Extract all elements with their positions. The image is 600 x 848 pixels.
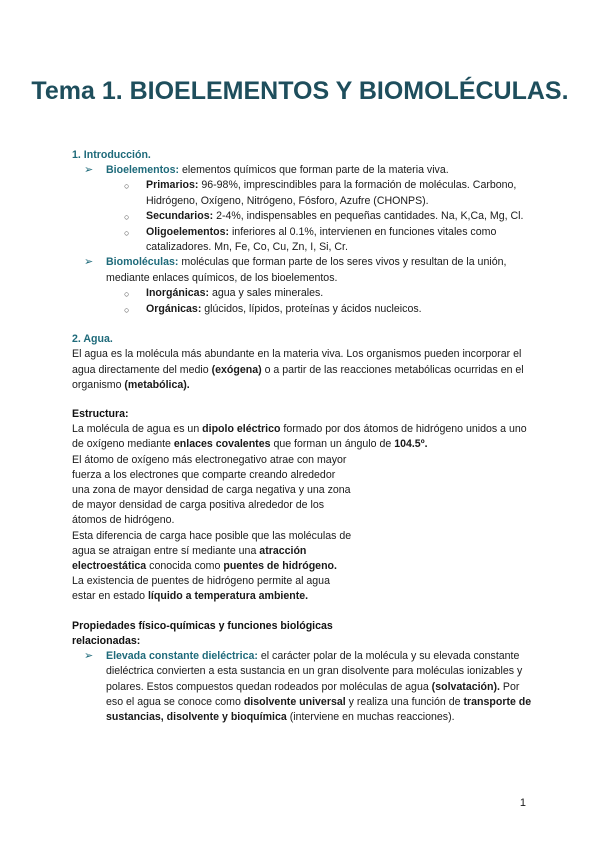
sublist-item-organicas: ○ Orgánicas: glúcidos, lípidos, proteínas y ácidos nucleicos. <box>72 302 532 318</box>
text-line: El átomo de oxígeno más electronegativo atrae con mayor <box>72 453 347 466</box>
term-bioelementos: Bioelementos: <box>106 164 179 177</box>
text-line: fuerza a los electrones que comparte creando alrededor <box>72 468 336 481</box>
term-biomoleculas: Biomoléculas: <box>106 256 179 269</box>
sublist-item-secundarios: ○ Secundarios: 2-4%, indispensables en pequeñas cantidades. Na, K,Ca, Mg, Cl. <box>72 209 532 225</box>
text-line: una zona de mayor densidad de carga negativa y una zona <box>72 484 351 497</box>
sublist-item-oligoelementos: ○ Oligoelementos: inferiores al 0.1%, intervienen en funciones vitales como catalizadores. Mn, Fe, Co, Cu, Zn, I, Si, Cr. <box>72 225 532 255</box>
circle-bullet-icon: ○ <box>124 305 130 316</box>
arrow-bullet-icon: ➢ <box>84 650 94 663</box>
list-item-constante-dielectrica: ➢ Elevada constante dieléctrica: el carácter polar de la molécula y su elevada constante dieléctrica convierten a esta sustancia en un gran disolvente para moléculas ionizables y polares. Estos compuestos quedan rodeados por moléculas de agua (solvatación). Por eso el agua se conoce como disolvente universal y realiza una función de transporte de sustancias, disolvente y bioquímica (interviene en muchas reacciones). <box>72 649 532 725</box>
text-line: electroestática conocida como puentes de hidrógeno. <box>72 560 337 573</box>
page-number: 1 <box>519 797 526 809</box>
paragraph-agua: El agua es la molécula más abundante en la materia viva. Los organismos pueden incorporar el agua directamente del medio (exógena) o a partir de las reacciones metabólicas ocurridas en el organismo (metabólica). <box>72 348 524 391</box>
text-line: Esta diferencia de carga hace posible que las moléculas de <box>72 529 352 542</box>
sublist-item-inorganicas: ○ Inorgánicas: agua y sales minerales. <box>72 286 532 302</box>
circle-bullet-icon: ○ <box>124 211 130 222</box>
section-heading-introduccion: 1. Introducción. <box>72 149 151 161</box>
list-item-bioelementos: ➢ Bioelementos: elementos químicos que forman parte de la materia viva. <box>72 163 532 178</box>
section-heading-agua: 2. Agua. <box>72 333 113 346</box>
circle-bullet-icon: ○ <box>124 288 130 299</box>
circle-bullet-icon: ○ <box>124 181 130 192</box>
text-line: de mayor densidad de carga positiva alrededor de los <box>72 499 325 512</box>
text-line: La existencia de puentes de hidrógeno permite al agua <box>72 575 330 588</box>
page-content <box>72 148 532 725</box>
paragraph-estructura-1: La molécula de agua es un dipolo eléctrico formado por dos átomos de hidrógeno unidos a uno de oxígeno mediante enlaces covalentes que forman un ángulo de 104.5º. <box>72 423 527 451</box>
subheading-propiedades: Propiedades físico-químicas y funciones biológicas relacionadas: <box>72 619 333 647</box>
arrow-bullet-icon: ➢ <box>84 256 94 269</box>
page-title: Tema 1. BIOELEMENTOS Y BIOMOLÉCULAS. <box>31 77 569 105</box>
arrow-bullet-icon: ➢ <box>84 164 94 177</box>
text-line: agua se atraigan entre sí mediante una atracción <box>72 544 307 557</box>
sublist-item-primarios: ○ Primarios: 96-98%, imprescindibles para la formación de moléculas. Carbono, Hidrógeno, Oxígeno, Nitrógeno, Fósforo, Azufre (CHONPS). <box>72 178 532 208</box>
subheading-estructura: Estructura: <box>72 408 129 421</box>
text-line: estar en estado líquido a temperatura ambiente. <box>72 590 309 603</box>
text-line: átomos de hidrógeno. <box>72 514 175 527</box>
list-item-biomoleculas: ➢ Biomoléculas: moléculas que forman parte de los seres vivos y resultan de la unión, mediante enlaces químicos, de los bioelementos. <box>72 255 532 285</box>
circle-bullet-icon: ○ <box>124 228 130 239</box>
